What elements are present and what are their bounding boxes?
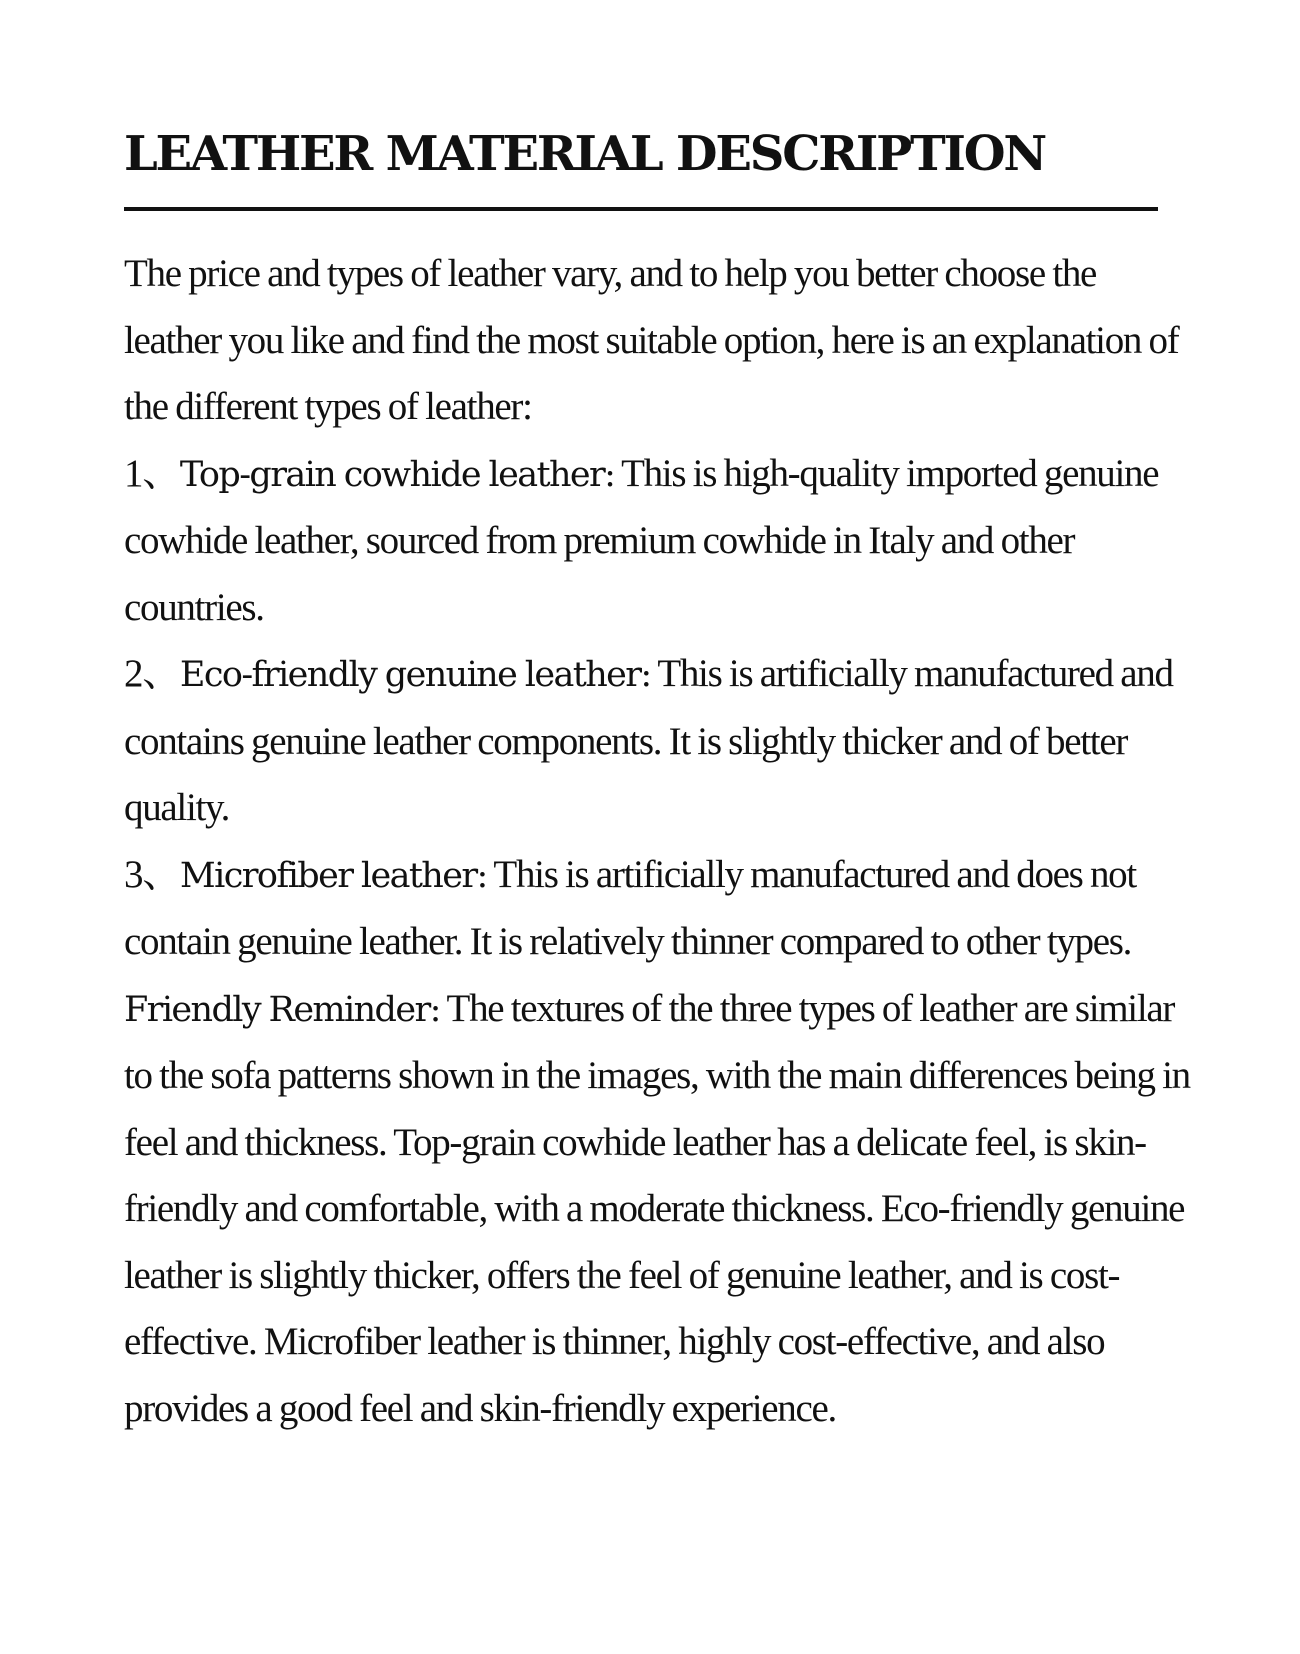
- list-item-label: Top-grain cowhide leather:: [179, 454, 615, 495]
- list-item-text: This is artificially manufactured and does not contain genuine leather. It is relatively thinner compared to other types.: [124, 852, 1136, 963]
- reminder-text: The textures of the three types of leather are similar to the sofa patterns shown in the images, with the main differences being in feel and thickness. Top-grain cowhide leather has a delicate feel, is skin-friendly and comfortable, with a moderate thickness. Eco-friendly genuine leather is slightly thicker, offers the feel of genuine leather, and is cost-effective. Microfiber leather is thinner, highly cost-effective, and also provides a good feel and skin-friendly experience.: [124, 986, 1190, 1430]
- list-item-label: Eco-friendly genuine leather:: [179, 655, 651, 695]
- list-item-top-grain: [124, 441, 1194, 642]
- page-title: LEATHER MATERIAL DESCRIPTION: [124, 126, 1046, 182]
- list-item-number: 3、: [124, 852, 180, 896]
- list-item-number: 1、: [124, 451, 180, 495]
- title-divider: [124, 207, 1158, 211]
- list-item-microfiber: [124, 842, 1194, 976]
- reminder-label: Friendly Reminder:: [124, 989, 440, 1030]
- document-page: [124, 118, 1194, 1442]
- list-item-number: 2、: [124, 652, 180, 695]
- list-item-eco-friendly: [124, 641, 1194, 842]
- reminder-paragraph: [124, 976, 1194, 1443]
- document-body: [124, 241, 1194, 1442]
- list-item-text: This is high-quality imported genuine cowhide leather, sourced from premium cowhide in Italy and other countries.: [124, 451, 1159, 629]
- list-item-label: Microfiber leather:: [179, 855, 487, 896]
- list-item-text: This is artificially manufactured and contains genuine leather components. It is slightly thicker and of better quality.: [124, 652, 1173, 829]
- intro-paragraph: The price and types of leather vary, and to help you better choose the leather you like and find the most suitable option, here is an explanation of the different types of leather:: [124, 252, 1179, 428]
